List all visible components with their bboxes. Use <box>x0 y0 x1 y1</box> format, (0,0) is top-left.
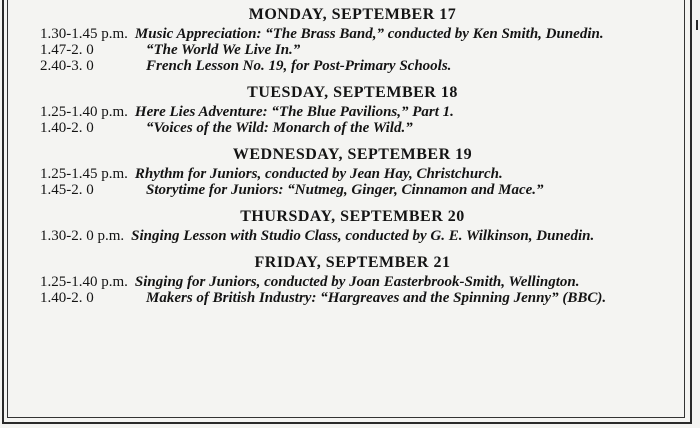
schedule-entry <box>40 104 665 120</box>
entry-description: Singing Lesson with Studio Class, conducted by G. E. Wilkinson, Dunedin. <box>131 228 595 244</box>
day-heading: FRIDAY, SEPTEMBER 21 <box>254 254 451 271</box>
entry-description: “Voices of the Wild: Monarch of the Wild.” <box>146 120 413 136</box>
entry-time: 1.45-2. 0 <box>40 182 94 198</box>
day-heading: THURSDAY, SEPTEMBER 20 <box>240 208 465 225</box>
day-heading: WEDNESDAY, SEPTEMBER 19 <box>232 146 473 163</box>
day-wednesday <box>40 144 665 198</box>
schedule-entry <box>40 166 665 182</box>
entry-description: Here Lies Adventure: “The Blue Pavilions,” Part 1. <box>134 104 454 120</box>
schedule-entry <box>40 182 665 198</box>
entry-time: 1.25-1.40 p.m. <box>40 274 128 290</box>
entry-description: Music Appreciation: “The Brass Band,” conducted by Ken Smith, Dunedin. <box>134 26 604 42</box>
entry-time: 1.40-2. 0 <box>40 120 94 136</box>
day-monday <box>40 4 665 74</box>
entry-time: 1.47-2. 0 <box>40 42 94 58</box>
schedule-entry <box>40 228 665 244</box>
day-heading: MONDAY, SEPTEMBER 17 <box>248 6 457 23</box>
entry-description: Singing for Juniors, conducted by Joan Easterbrook-Smith, Wellington. <box>134 274 580 290</box>
entry-description: Makers of British Industry: “Hargreaves and the Spinning Jenny” (BBC). <box>146 290 607 306</box>
edge-mark <box>696 20 698 30</box>
entry-time: 2.40-3. 0 <box>40 58 94 74</box>
entry-description: Rhythm for Juniors, conducted by Jean Hay, Christchurch. <box>134 166 503 182</box>
entry-time: 1.40-2. 0 <box>40 290 94 306</box>
entry-time: 1.25-1.40 p.m. <box>40 104 128 120</box>
entry-time: 1.25-1.45 p.m. <box>40 166 128 182</box>
schedule-entry <box>40 120 665 136</box>
schedule-entry <box>40 58 665 74</box>
day-thursday <box>40 206 665 244</box>
day-friday <box>40 252 665 306</box>
day-heading: TUESDAY, SEPTEMBER 18 <box>247 84 458 101</box>
entry-description: “The World We Live In.” <box>146 42 301 58</box>
schedule-entry <box>40 42 665 58</box>
entry-time: 1.30-2. 0 p.m. <box>40 228 125 244</box>
broadcast-schedule <box>40 4 665 306</box>
day-tuesday <box>40 82 665 136</box>
entry-description: French Lesson No. 19, for Post-Primary Schools. <box>146 58 452 74</box>
schedule-entry <box>40 274 665 290</box>
entry-description: Storytime for Juniors: “Nutmeg, Ginger, Cinnamon and Mace.” <box>146 182 544 198</box>
schedule-entry <box>40 26 665 42</box>
entry-time: 1.30-1.45 p.m. <box>40 26 128 42</box>
schedule-entry <box>40 290 665 306</box>
